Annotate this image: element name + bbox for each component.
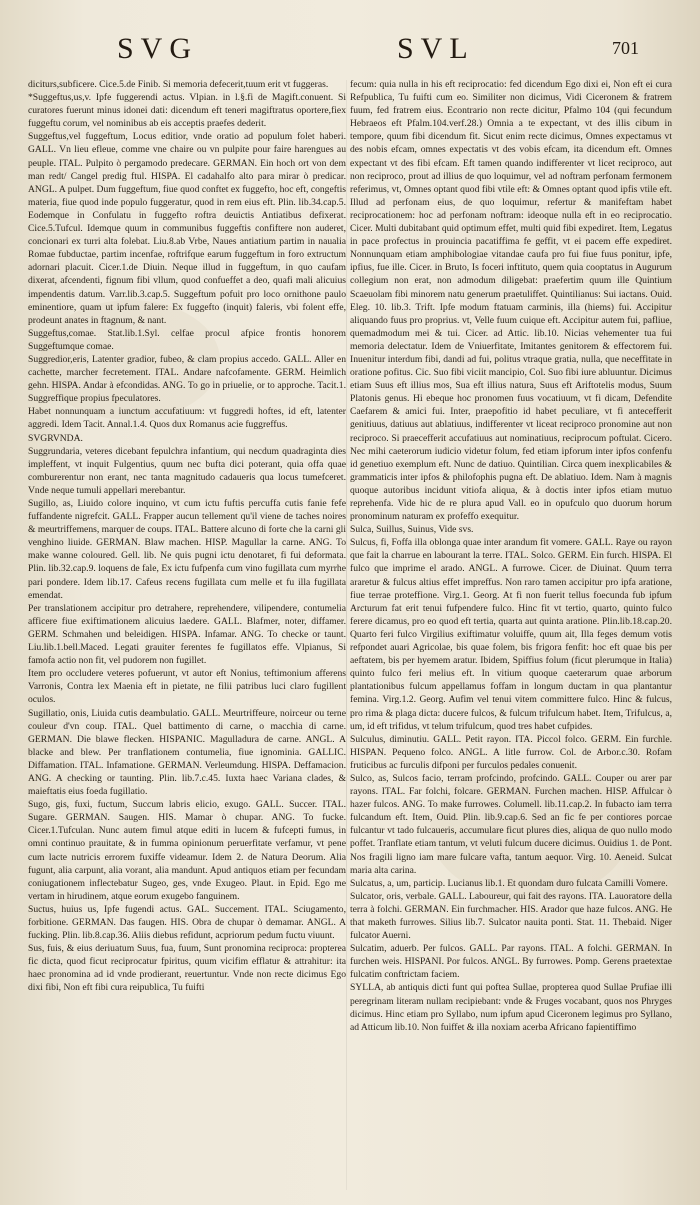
left-column: [28, 78, 346, 995]
dictionary-entry: Suctus, huius us, Ipfe fugendi actus. GAL. Succement. ITAL. Sciugamento, forbitione. GERMAN. Das faugen. HIS. Obra de chupar ò demamar. ANGL. A fucking. Plin. lib.8.cap.36. Aliis diebus refidunt, acpriorum pedum fuctu viuunt.: [28, 903, 346, 942]
dictionary-entry: Sugillo, as, Liuido colore inquino, vt cum ictu fuftis percuffa cutis fanie fefe fuffandente nigrefcit. GALL. Frapper aucun tellement qu'il viene de taches noires & meurtriffemens, marquer de coups. ITAL. Battere alcuno di forte che la carni gli venghino liuide. GERMAN. Blaw machen. HISP. Magullar la carne. ANG. To make wanne coloured. Gell. lib. Ne quis pugni ictu denotaret, fi fui deformata. Plin. lib.32.cap.9. loquens de fale, Ex ictu fufpenfa cum vino fugillata cum myrrhe pari pondere. Idem lib.17. Cafeus recens fugillata cum melle et fu illa fugillata emendat.: [28, 498, 346, 601]
dictionary-entry: Suggeftus,comae. Stat.lib.1.Syl. celfae procul afpice frontis honorem Suggeftumque comae.: [28, 327, 346, 352]
running-head: [0, 32, 700, 72]
dictionary-entry: Sus, fuis, & eius deriuatum Suus, fua, fuum, Sunt pronomina reciproca: propterea fic dicta, quod ficut reciprocatur fpiritus, quum vicifim efflatur & attrahitur: ita haec pronomina ad id vnde prodierant, reuertuntur. Vnde non recte dicimus Ego dixi fibi, Non eft fibi cura reipublica, Tu fuifti: [28, 943, 346, 994]
dictionary-entry: fecum: quia nulla in his eft reciprocatio: fed dicendum Ego dixi ei, Non eft ei cura Refpublica, Tu fuifti cum eo. Similiter non dicimus, Vidi Ciceronem & fratrem fuum, fed fratrem eius. Econtrario non recte dicitur, Pfalmo 104 (qui fecundum Hebraeos eft Pfalm.104.verf.28.) Omnia a te expectant, vt des illis cibum in tempore, quum fibi dicendum fit. Sicut enim recte dicimus, Omnes expectamus vt des nobis efcam, omnes expectatis vt des vobis efcam, ita dicendum eft. Omnes expectant vt des fibi efcam. Eft tamen quando indifferenter vt licet reciproco, aut non reciproco, prout ad illius de quo loquimur, vel ad noftram perfonam fermonem referimus, vt, Omnes optant quod fibi vtile eft: & Omnes optant quod ipfis vtile eft. Illud ad perfonam eius, de quo loquimur, refertur & manifeftam habet reciprocationem: hoc ad perfonam noftram: ideoque nulla eft in eo reciprocatio. Cicer. Multi dubitabant quid optimum effet, multi quid fibi expediret. Item, Legatus in pace profectus in prouincia pacatiffima fe geffit, vt ei pacem effe expediret. Nonnunquam etiam amphibologiae vitandae caufa pro fui fiue fuus ponitur, ipfe, ipfius, fue ille. Cicer. in Bruto, Is foceri inftituto, quem quia cooptatus in Augurum collegium non erat, non admodum diligebat: praefertim quum ille Quintium Scaeuolam fibi minorem natu generum praetuliffet. Quintilianus: Sui iactans. Ouid. Eleg. 10. lib.3. Trift. Ipfe modum ftatuam carminis, illa (hiems) fui. Accipitur aliquando fuus pro proprius. vt, Velle fuum cuique eft. Accipitur autem fui, pafliue, quemadmodum mei & tui. Cicer. ad Attic. lib.10. Nicias vehementer tua fui memoria delectatur. Idem de Vniuerfitate, Imitantes genitorem & effectorem fui. Inuenitur interdum fibi, dandi ad fui, politus vtraque gratia, nulla, que neceffitate in oratione pofitus. Cic. Suo fibi viciit mancipio, Col. Suo fibi iure abluuntur. Dicimus etiam Suus eft illius mos, Sua eft illius natura, Suus eft Ariftotelis modus, Suum Platonis genus. Hi ebeque hoc pronomen fuus vocatiuum, vt fi dicam, Defendite Caefarem & amici fui. Inter, praepofitio id habet peculiare, vt fi antecefferit genitiuus, datiuus aut ablatiuus, indifferenter vt liceat reciproco pronomine aut non reciproco. Si praecefferit accufatiuus aut nominatiuus, reciprocum poftulat. Cicero. Nec mihi caeterorum iudicio videtur folum, fed etiam ipforum inter ipfos confenfu id genetiuo exemplum eft. Nunc de datiuo. Quintilian. Circa quem inexplicabiles & grammaticis inter ipfos & philofophis pugna eft. De ablatiuo. Idem. Nam à magnis quoque autoribus incidunt vitiofa aliqua, & à doctis inter ipfos etiam mutuo reprehenfa. Vide hic de re plura apud Vall. eo in opufculo quo duorum horum pronominum naturam ex profeffo exequitur.: [350, 79, 672, 523]
dictionary-entry: *Suggeftus,us,v. Ipfe fuggerendi actus. Vlpian. in l.§.fi de Magift.conuent. Si curatores fuerunt minus idonei dati: dicendum eft teneri magiftratus oportere,fiex fuggeftu corum, vel nominibus ab eis acceptis praefes dederit.: [28, 92, 346, 130]
dictionary-entry: Sulcator, oris, verbale. GALL. Laboureur, qui fait des rayons. ITA. Lauoratore della terra à folchi. GERMAN. Ein furchmacher. HIS. Arador que haze fulcos. ANG. He that maketh furrowes. Silius lib.7. Sulcator nauita ponti. Stat. 11. Thebaid. Niger fulcator Auerni.: [350, 890, 672, 942]
dictionary-entry: Sulculus, diminutiu. GALL. Petit rayon. ITA. Piccol folco. GERM. Ein furchle. HISPAN. Pequeno folco. ANGL. A litle furrow. Col. de Arbor.c.30. Rofam fruticibus ac furculis difponi per furculos pedales conuenit.: [350, 733, 672, 771]
dictionary-entry: Sulca, Suillus, Suinus, Vide svs.: [350, 524, 474, 536]
running-head-right: SVL: [397, 32, 475, 65]
dictionary-entry: diciturs,subficere. Cice.5.de Finib. Si memoria defecerit,tuum erit vt fuggeras.: [28, 79, 329, 90]
dictionary-entry: SVGRVNDA.: [28, 432, 83, 444]
dictionary-entry: Item pro occludere veteres pofuerunt, vt autor eft Nonius, teftimonium afferens Varronis, Contra lex Maenia eft in pietate, ne filii patribus luci claro fugillent oculos.: [28, 668, 346, 706]
dictionary-entry: Sugillatio, onis, Liuida cutis deambulatio. GALL. Meurtriffeure, noirceur ou terne couleur d'vn coup. ITAL. Quel battimento di carne, o macchia di carne. GERMAN. Die blawe flecken. HISPANIC. Magulladura de carne. ANGL. A blacke and blew. Per tranflationem contumelia, fiue ignominia. GALLIC. Diffamation. ITAL. Infamatione. GERMAN. Verleumdung. HISPA. Deffamacion. ANG. A checking or taunting. Plin. lib.7.c.45. Iuxta haec Variana clades, & maieftatis eius foeda fugillatio.: [28, 707, 346, 798]
dictionary-entry: SYLLA, ab antiquis dicti funt qui poftea Sullae, propterea quod Sullae Prufiae illi peregrinam literam nullam recipiebant: vnde & Fruges vocabant, quos nos Phryges dicimus. Hinc etiam pro Syllabo, num ipfum apud Ciceronem legimus pro Syllano, ad Atticum lib.10. Non fuiffet & illa noxiam acerba Africano fapientiffimo: [350, 982, 672, 1033]
running-head-left: SVG: [117, 32, 199, 65]
dictionary-entry: Sulcus, fi, Foffa illa oblonga quae inter arandum fit vomere. GALL. Raye ou rayon que fait la charrue en labourant la terre. ITAL. Solco. GERM. Ein furch. HISPA. El fulco que imprime el arado. ANGL. A furrowe. Cicer. de Diuinat. Quum terra araretur & fulcus altius effet impreffus. Non raro tamen accipitur pro ipfa aratione, fiue terrae proteffione. Virg.1. Georg. At fi non fuerit tellus foecunda fub ipfum Arcturum fat erit tenui fufpendere fulco. Hinc fit vt tertio, quarto, quinto fulco ferere dicamus, pro eo quod eft tertia, quarta aut quinta aratione. Plin.lib.18.cap.20. Quarto feri fulco Virgilius exiftimatur voluiffe, quum ait, Illa feges demum votis refpondet auari Agricolae, bis quae folem, bis frigora fenfit: hoc eft quae bis per aeftatem, bis per hyemem aratur. Ibidem, Spiffius folum (ficut plerumque in Italia) quinto fulco feri melius eft. In vitium quoque caeterarum quae arborum plantationibus fulcum appellamus foffam in longum ductam in qua plantantur femina. Virg.1.2. Georg. Aufim vel tenui vitem committere fulco. Hinc & fulcus, pro rima & plaga dicta: ducere fulcos, & fulcum trifulcum habet. Item, Trifulcus, a, um, id eft trifidus, vt telum trifulcum, quod tres habet cufpides.: [350, 537, 672, 732]
dictionary-entry: Per translationem accipitur pro detrahere, reprehendere, vilipendere, contumelia afficere fiue exiftimationem alicuius laedere. GALL. Blafmer, noter, diffamer. GERM. Schmahen und beleidigen. HISPA. Infamar. ANG. To checke or taunt. Liu.lib.1.bell.Maced. Legati grauiter ferentes fe fugillatos effe. Vlpianus, Si famofa actio non fit, vel pudorem non fugillet.: [28, 602, 346, 667]
dictionary-entry: Habet nonnunquam a iunctum accufatiuum: vt fuggredi hoftes, id eft, latenter aggredi. Idem Tacit. Annal.1.4. Quos dux Romanus acie fuggreffus.: [28, 406, 346, 431]
column-divider: [346, 80, 347, 1190]
dictionary-entry: Sulcatim, aduerb. Per fulcos. GALL. Par rayons. ITAL. A folchi. GERMAN. In furchen weis. HISPANI. Por fulcos. ANGL. By furrowes. Pomp. Gerens praetextae fulcatim conftrictam faciem.: [350, 943, 672, 981]
dictionary-entry: Suggredior,eris, Latenter gradior, fubeo, & clam propius accedo. GALL. Aller en cachette, marcher fecretement. ITAL. Andare nafcofamente. GERM. Heimlich gehn. HISPA. Andar à efcondidas. ANG. To go in priuelie, or to approche. Tacit.1. Suggreffique propius fpeculatores.: [28, 353, 346, 405]
right-column: [350, 78, 672, 1034]
dictionary-entry: Sulco, as, Sulcos facio, terram profcindo, profcindo. GALL. Couper ou arer par rayons. ITAL. Far folchi, folcare. GERMAN. Furchen machen. HISP. Affulcar ò hazer fulcos. ANG. To make furrowes. Columell. lib.11.cap.2. In fubacto iam terra fulcandum eft. Item, Ouid. Plin. lib.9.cap.6. Sed an fic fe per contiores porcae fulcantur vt tado fulcaueris, accumulare ficut plures dies, aliqua de quo nullo modo poffet. Tranflate etiam tantum, vt veluti fulcum ducere dicimus. Ouidius 1. de Pont. Nos fragili ligno iam mare fulcare vafta, tantum aequor. Virg. 10. Aeneid. Sulcat maria alta carina.: [350, 772, 672, 876]
dictionary-entry: Suggrundaria, veteres dicebant fepulchra infantium, qui necdum quadraginta dies impleffent, vt inquit Fulgentius, quum nec bufta dici poterant, quia offa quae comburerentur non erant, nec tanta magnitudo cadaueris qua locus tumefceret. Vnde neque tumuli appellari merebantur.: [28, 445, 346, 496]
dictionary-entry: Suggeftus,vel fuggeftum, Locus editior, vnde oratio ad populum folet haberi. GALL. Vn lieu efleue, comme vne chaire ou vn pulpite pour faire harengues au peuple. ITAL. Pulpito ò pergamodo predecare. GERMAN. Ein hoch ort von dem man redt/ Cangel predig ftul. HISPA. El cadahalfo alto para mirar ò predicar. ANGL. A pulpet. Dum fuggeftum, fiue quod conftet ex fuggefto, hoc eft, congeftis materia, fiue quod inde populo fuggeratur, quod in rem eius eft. Plin. lib.34.cap.5. Eodemque in Confulatu in fuggefto roftra deuictis Antiatibus defixerat. Cice.5.Tufcul. Idemque quum in communibus fuggeftis confiftere non auderet, concionari ex turri alta folebat. Liu.8.ab Vrbe, Naues antiatium partim in naualia Romae fubductae, partim incenfae, roftrifque earum fuggeftum in foro extructum adornari placuit. Cicer.1.de Diuin. Neque illud in fuggeftum, in quo caufam dixerat, afcendenti, fignum fibi vllum, quod confueffet a deo, quafi mali alicuius impendentis datum. Varr.lib.3.cap.5. Suggeftum pofuit pro loco ornithone paulo eminentiore, quam ut ipfum falere: Ex fuggefto (inquit) faleris, vbi folent effe, prodeunt anates in ftagnum, & nant.: [28, 131, 346, 326]
dictionary-entry: Sulcatus, a, um, particip. Lucianus lib.1. Et quondam duro fulcata Camilli Vomere.: [350, 877, 668, 889]
page-number: 701: [612, 38, 639, 58]
dictionary-entry: Sugo, gis, fuxi, fuctum, Succum labris elicio, exugo. GALL. Succer. ITAL. Sugare. GERMAN. Saugen. HIS. Mamar ò chupar. ANG. To fucke. Cicer.1.Tufculan. Nunc autem fimul atque editi in lucem & fufcepti fumus, in omni continuo prauitate, & in fumma opinionum peruerfitate verfamur, vt pene cum lacte nutricis errorem fuxiffe videamur. Idem 2. de Natura Deorum. Alia fugunt, alia carpunt, alia vorant, alia mandunt. Apud antiquos etiam per fecundam coniugationem inflectebatur Sugeo, ges, vnde Exugeo. Plaut. in Epid. Ego me vertam in hirudinem, atque eorum exugebo fanguinem.: [28, 799, 346, 902]
